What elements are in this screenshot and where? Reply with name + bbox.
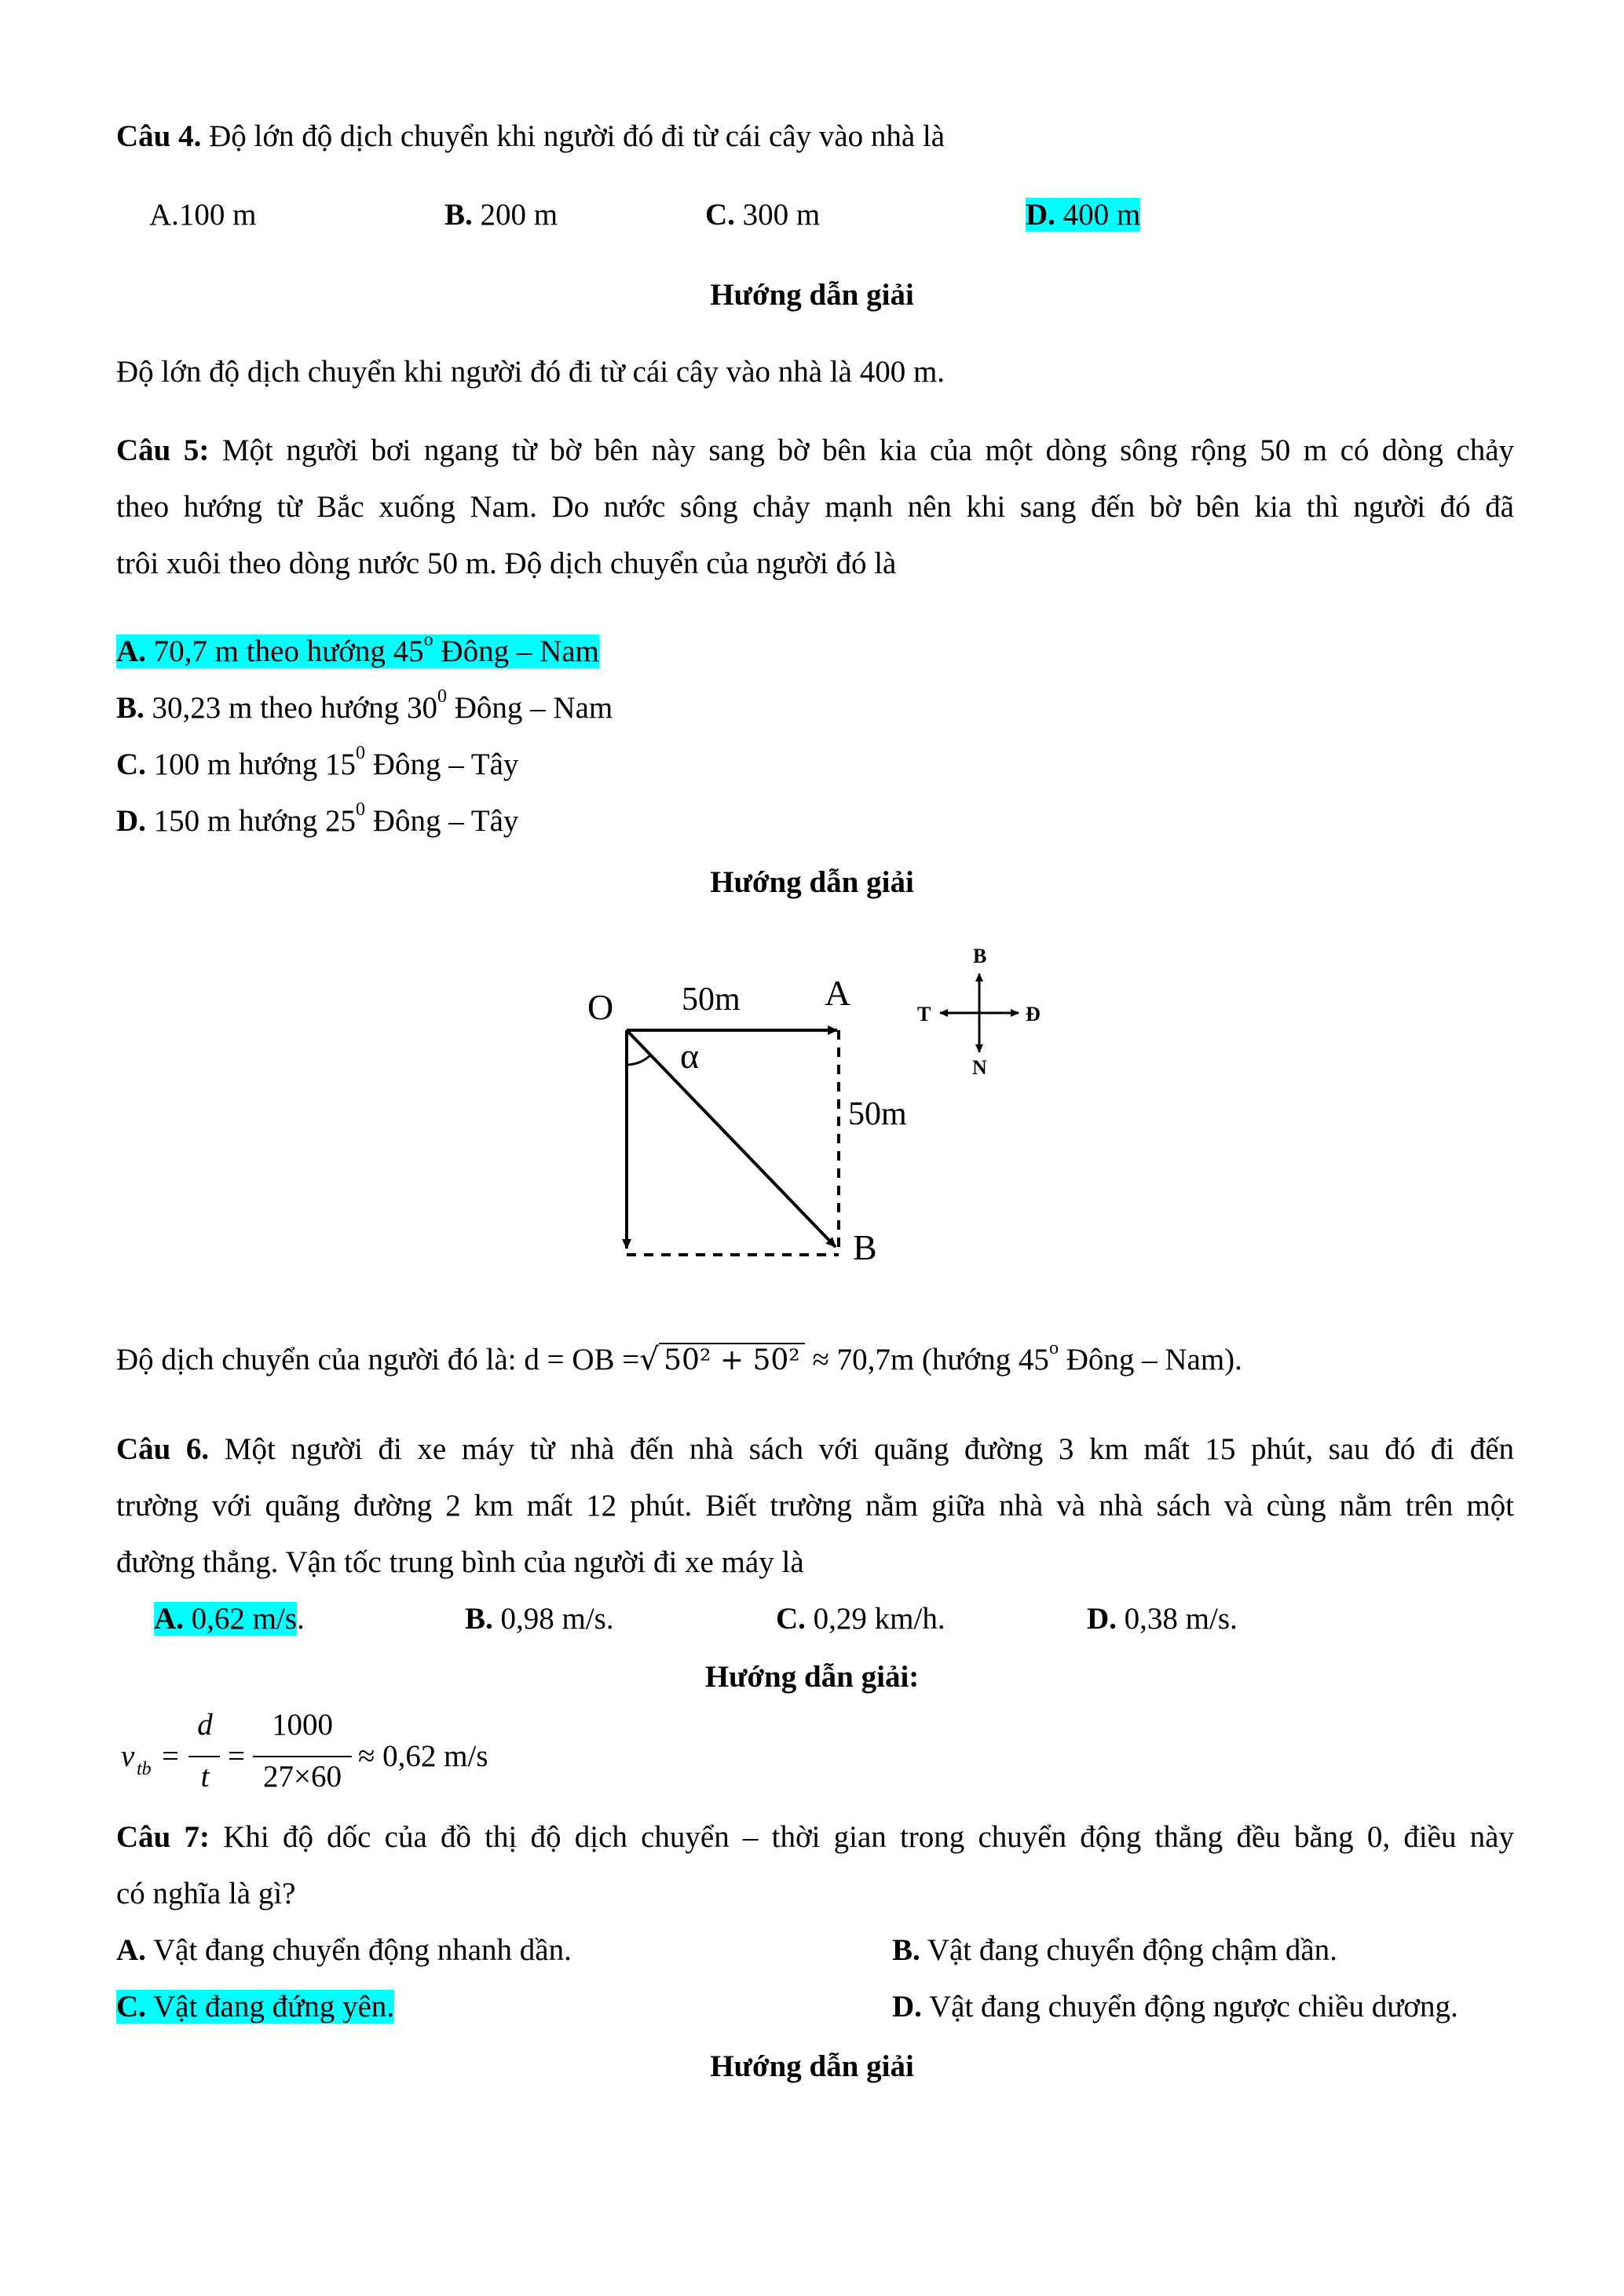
sqrt-radicand: 50² + 50² <box>659 1343 805 1377</box>
q5-displacement-diagram <box>550 927 1068 1288</box>
formula-fraction-bar-1 <box>188 1756 220 1757</box>
q5-option-d <box>116 801 518 842</box>
q5-option-a-letter: A. <box>116 634 146 668</box>
q5-option-b <box>116 688 613 729</box>
q7-line-1 <box>116 1817 1514 1858</box>
q5-option-c-degree: 0 <box>356 743 366 763</box>
q4-answer: Độ lớn độ dịch chuyển khi người đó đi từ cái cây vào nhà là 400 m. <box>116 355 946 389</box>
q6-option-d <box>1087 1599 1238 1640</box>
q5-option-b-direction: Đông – Nam <box>447 691 613 725</box>
q6-line-2: trường với quãng đường 2 km mất 12 phút. Biết trường nằm giữa nhà và nhà sách và cùng nằm trên một <box>116 1489 1514 1523</box>
q6-option-b-text: 0,98 m/s. <box>492 1602 614 1636</box>
q6-line-3: đường thẳng. Vận tốc trung bình của người đi xe máy là <box>116 1545 804 1579</box>
q5-option-c <box>116 744 518 785</box>
q4-option-c <box>705 195 820 236</box>
q4-option-b <box>444 195 558 236</box>
q4-option-d-text: 400 m <box>1055 198 1141 232</box>
q6-number: Câu 6. <box>116 1432 210 1466</box>
q7-option-b-text: Vật đang chuyển động chậm dần. <box>920 1933 1337 1967</box>
q6-option-a-period: . <box>297 1602 305 1636</box>
q4-option-b-text: 200 m <box>472 198 558 232</box>
q5-option-c-text: 100 m hướng 15 <box>145 748 357 781</box>
q4-text: Độ lớn độ dịch chuyển khi người đó đi từ cái cây vào nhà là <box>201 119 946 153</box>
q6-option-b <box>465 1599 614 1640</box>
q7-guide-heading: Hướng dẫn giải <box>710 2049 914 2083</box>
q6-option-a-text: 0,62 m/s <box>183 1602 298 1636</box>
q5-option-b-text: 30,23 m theo hướng 30 <box>144 691 438 725</box>
q6-option-c-letter: C. <box>776 1602 806 1636</box>
compass-north-label: B <box>973 945 987 967</box>
q5-solution <box>116 1340 1242 1381</box>
q5-line-2: theo hướng từ Bắc xuống Nam. Do nước sông chảy mạnh nên khi sang đến bờ bên kia thì người đó đã <box>116 490 1514 524</box>
q6-option-d-letter: D. <box>1087 1602 1117 1636</box>
q6-option-d-text: 0,38 m/s. <box>1116 1602 1238 1636</box>
q6-option-c <box>776 1599 946 1640</box>
q7-option-c-text: Vật đang đứng yên. <box>145 1990 395 2024</box>
q6-line-1 <box>116 1429 1514 1470</box>
formula-numerator-1000: 1000 <box>272 1708 333 1742</box>
q5-solution-degree: o <box>1048 1338 1059 1358</box>
q7-text-1: Khi độ dốc của đồ thị độ dịch chuyển – thời gian trong chuyển động thẳng đều bằng 0, điều này <box>210 1820 1514 1854</box>
formula-denominator-t: t <box>200 1760 210 1793</box>
q4-number: Câu 4. <box>116 119 202 153</box>
q4-option-c-letter: C. <box>705 198 735 232</box>
q4-option-a-text: A.100 m <box>149 198 257 232</box>
q7-option-d-text: Vật đang chuyển động ngược chiều dương. <box>921 1990 1458 2024</box>
formula-denominator: 27×60 <box>263 1760 342 1793</box>
formula-subscript: tb <box>137 1759 152 1779</box>
q4-option-d-letter: D. <box>1026 198 1055 232</box>
q5-option-c-letter: C. <box>116 748 146 781</box>
q7-option-d <box>892 1987 1458 2027</box>
q5-option-b-letter: B. <box>116 691 144 725</box>
formula-equals-1: = <box>162 1739 179 1773</box>
formula-equals-2: = <box>228 1739 245 1773</box>
q6-formula <box>116 1704 556 1806</box>
compass-south-label: N <box>972 1056 987 1079</box>
q7-option-a-letter: A. <box>116 1933 146 1967</box>
q5-option-a-direction: Đông – Nam <box>433 634 599 668</box>
q7-option-a-text: Vật đang chuyển động nhanh dần. <box>145 1933 572 1967</box>
q5-solution-direction: Đông – Nam). <box>1058 1343 1242 1377</box>
q5-solution-prefix: Độ dịch chuyển của người đó là: d = OB = <box>116 1343 640 1377</box>
vector-OB <box>627 1030 836 1247</box>
q4-guide-heading: Hướng dẫn giải <box>710 278 914 312</box>
q6-option-c-text: 0,29 km/h. <box>805 1602 946 1636</box>
q7-line-2: có nghĩa là gì? <box>116 1877 296 1910</box>
label-O: O <box>587 987 614 1027</box>
q5-option-d-degree: 0 <box>356 799 366 820</box>
q4-question <box>116 116 945 157</box>
q6-option-a <box>154 1599 305 1640</box>
label-alpha: α <box>680 1036 700 1076</box>
q6-option-b-letter: B. <box>465 1602 493 1636</box>
q5-option-c-direction: Đông – Tây <box>365 748 519 781</box>
q4-option-d <box>1026 195 1140 236</box>
label-A: A <box>825 973 851 1013</box>
q5-option-a-text: 70,7 m theo hướng 45 <box>145 634 424 668</box>
label-right-50m: 50m <box>848 1096 907 1132</box>
q7-option-c-letter: C. <box>116 1990 146 2024</box>
q5-option-b-degree: 0 <box>437 686 448 707</box>
compass-east-label: Đ <box>1026 1003 1041 1026</box>
q5-line-3: trôi xuôi theo dòng nước 50 m. Độ dịch chuyển của người đó là <box>116 547 897 580</box>
q5-guide-heading: Hướng dẫn giải <box>710 865 914 899</box>
q5-option-d-direction: Đông – Tây <box>365 804 519 838</box>
q5-solution-result: ≈ 70,7m (hướng 45 <box>804 1343 1049 1377</box>
q5-option-a <box>116 631 599 672</box>
q4-option-b-letter: B. <box>444 198 473 232</box>
q5-option-d-text: 150 m hướng 25 <box>145 804 357 838</box>
compass-west-label: T <box>917 1003 931 1026</box>
q7-option-c <box>116 1987 394 2027</box>
angle-arc <box>627 1055 651 1065</box>
formula-result: ≈ 0,62 m/s <box>358 1739 488 1773</box>
q4-option-a <box>149 195 257 236</box>
q5-option-a-degree: o <box>423 630 433 650</box>
formula-fraction-bar-2 <box>253 1756 352 1757</box>
q6-text-1: Một người đi xe máy từ nhà đến nhà sách với quãng đường 3 km mất 15 phút, sau đó đi đến <box>209 1432 1514 1466</box>
q7-option-b <box>892 1930 1337 1971</box>
q4-option-c-text: 300 m <box>734 198 821 232</box>
q7-number: Câu 7: <box>116 1820 210 1854</box>
q7-option-a <box>116 1930 572 1971</box>
q5-option-d-letter: D. <box>116 804 146 838</box>
formula-v: v <box>121 1739 135 1773</box>
q5-text-1: Một người bơi ngang từ bờ bên này sang bờ bên kia của một dòng sông rộng 50 m có dòng chảy <box>209 433 1515 467</box>
sqrt-symbol: √ <box>639 1342 660 1377</box>
q5-number: Câu 5: <box>116 433 210 467</box>
formula-numerator-d: d <box>197 1708 213 1742</box>
q5-line-1 <box>116 430 1514 471</box>
q6-option-a-letter: A. <box>154 1602 184 1636</box>
q7-option-d-letter: D. <box>892 1990 922 2024</box>
compass-rose <box>917 945 1041 1079</box>
label-B: B <box>853 1227 877 1267</box>
q7-option-b-letter: B. <box>892 1933 920 1967</box>
label-top-50m: 50m <box>682 982 741 1018</box>
q6-guide-heading: Hướng dẫn giải: <box>704 1660 920 1694</box>
